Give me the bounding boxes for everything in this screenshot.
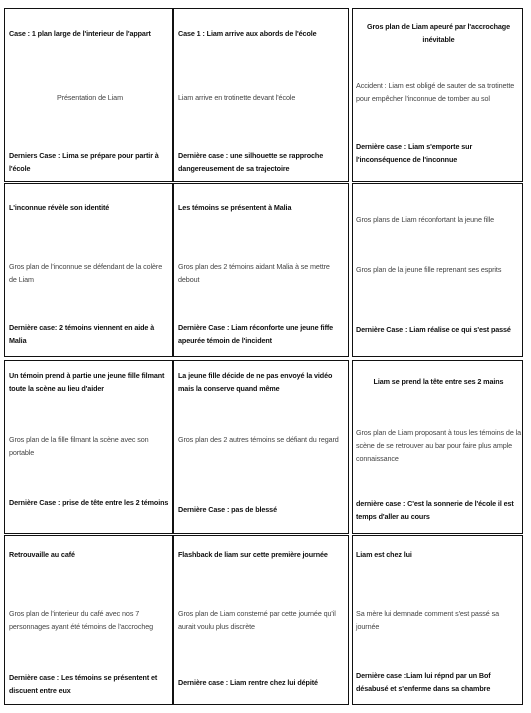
card-top-text: L'inconnue révèle son identité <box>9 203 110 212</box>
card-bottom-text: Dernière case : une silhouette se rapproche dangereusement de sa trajectoire <box>178 151 324 173</box>
storyboard-card-1 <box>4 8 173 182</box>
card-top-text: Flashback de liam sur cette première journée <box>178 550 328 559</box>
card-bottom-text: Dernière Case : Liam réalise ce qui s'est passé <box>356 325 511 334</box>
card-middle-text: Gros plan de l'interieur du café avec nos 7 personnages ayant été témoins de l'accrocheg <box>9 609 154 631</box>
card-top-text: Un témoin prend à partie une jeune fille filmant toute la scène au lieu d'aider <box>9 371 165 393</box>
card-top-text: Liam est chez lui <box>356 550 412 559</box>
card-middle-text: Gros plan de Liam consterné par cette journée qu'il aurait voulu plus discrète <box>178 609 336 631</box>
card-middle-text: Présentation de Liam <box>57 93 123 102</box>
card-middle-text: Gros plan de Liam proposant à tous les témoins de la scène de se retrouver au bar pour faire plus ample connaissance <box>356 428 522 463</box>
storyboard-card-6 <box>352 183 523 357</box>
storyboard-card-3 <box>352 8 523 182</box>
card-bottom-text: Derniers Case : Lima se prépare pour partir à l'école <box>9 151 159 173</box>
card-middle-text: Gros plan de la jeune fille reprenant ses esprits <box>356 265 502 274</box>
card-middle-text: Gros plan des 2 autres témoins se défiant du regard <box>178 435 339 444</box>
card-middle-text: Gros plan de la fille filmant la scène avec son portable <box>9 435 149 457</box>
card-bottom-text: dernière case : C'est la sonnerie de l'école il est temps d'aller au cours <box>356 499 514 521</box>
storyboard-card-8 <box>173 360 349 534</box>
card-top-text: Les témoins se présentent à Malia <box>178 203 292 212</box>
card-bottom-text: Dernière case :Liam lui répnd par un Bof désabusé et s'enferme dans sa chambre <box>356 671 491 693</box>
card-bottom-text: Dernière case: 2 témoins viennent en aide à Malia <box>9 323 155 345</box>
card-top-text: Gros plan de Liam apeuré par l'accrochage inévitable <box>366 22 510 44</box>
storyboard-card-9 <box>352 360 523 534</box>
card-bottom-text: Dernière Case : Liam réconforte une jeune fiffe apeurée témoin de l'incident <box>178 323 334 345</box>
storyboard-card-11 <box>173 535 349 705</box>
card-middle-text: Gros plan de l'inconnue se défendant de la colère de Liam <box>9 262 163 284</box>
card-top-text: Case 1 : Liam arrive aux abords de l'école <box>178 29 317 38</box>
card-top-text: Case : 1 plan large de l'interieur de l'appart <box>9 29 151 38</box>
card-bottom-text: Dernière case : Liam rentre chez lui dépité <box>178 678 318 687</box>
storyboard-card-5 <box>173 183 349 357</box>
card-middle-text: Liam arrive en trotinette devant l'école <box>178 93 296 102</box>
card-top-text: La jeune fille décide de ne pas envoyé la vidéo mais la conserve quand même <box>178 371 333 393</box>
card-bottom-text: Dernière Case : pas de blessé <box>178 505 277 514</box>
card-bottom-text: Dernière case : Les témoins se présentent et discuent entre eux <box>9 673 158 695</box>
card-middle-text: Accident : Liam est obligé de sauter de sa trotinette pour empêcher l'inconnue de tomber au sol <box>356 81 515 103</box>
card-top-text: Retrouvaille au café <box>9 550 75 559</box>
storyboard-card-10 <box>4 535 173 705</box>
card-bottom-text: Dernière case : Liam s'emporte sur l'inconséquence de l'inconnue <box>356 142 473 164</box>
card-middle-text: Gros plan des 2 témoins aidant Malia à se mettre debout <box>178 262 330 284</box>
card-bottom-text: Dernière Case : prise de tête entre les 2 témoins <box>9 498 169 507</box>
storyboard-card-4 <box>4 183 173 357</box>
card-middle-text: Sa mère lui demnade comment s'est passé sa journée <box>356 609 499 631</box>
storyboard-card-12 <box>352 535 523 705</box>
card-top-text: Liam se prend la tête entre ses 2 mains <box>373 377 504 386</box>
storyboard-card-7 <box>4 360 173 534</box>
storyboard-card-2 <box>173 8 349 182</box>
card-top-text: Gros plans de Liam réconfortant la jeune fille <box>356 215 495 224</box>
